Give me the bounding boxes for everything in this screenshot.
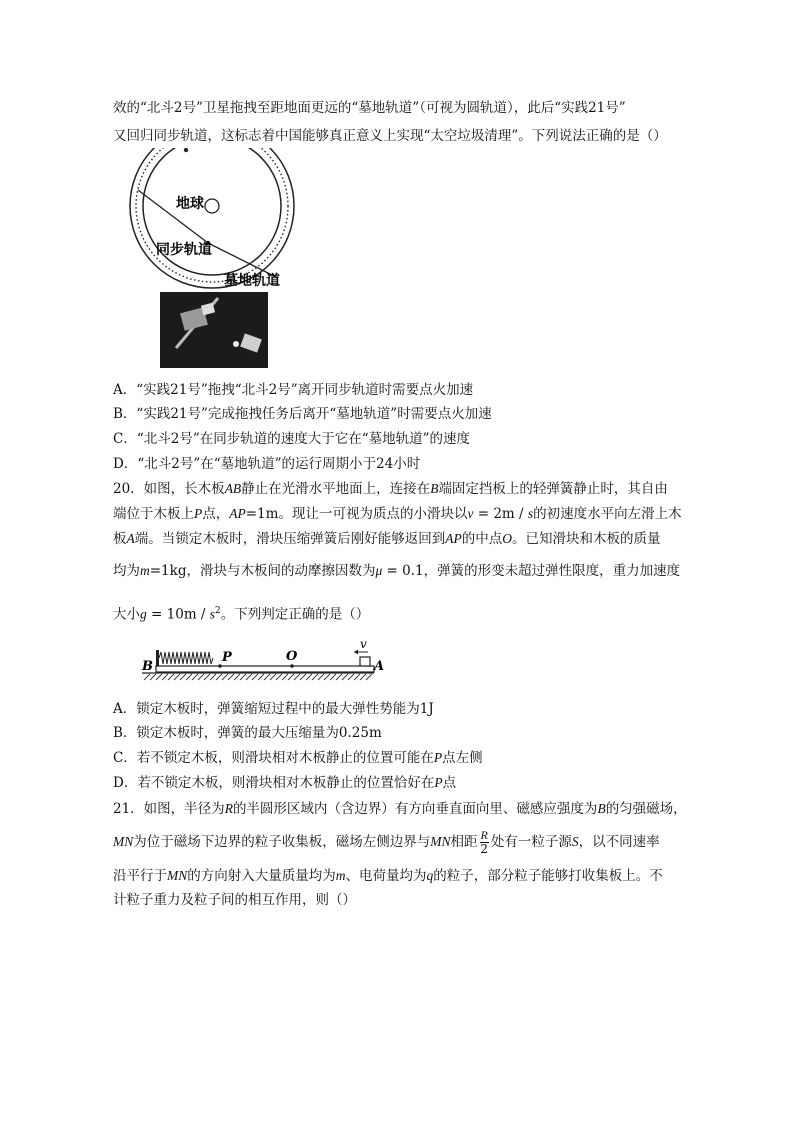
end-baffle: [156, 650, 159, 666]
q20-text-line2: 端位于木板上P点，AP=1m。现让一可视为质点的小滑块以v = 2m / s的初速度水平向左滑上木: [113, 506, 682, 522]
point-o-dot: [290, 664, 294, 668]
q20-text-line1: 20．如图，长木板AB静止在光滑水平地面上，连接在B端固定挡板上的轻弹簧静止时，其自由: [113, 481, 668, 497]
q20-option-b: B．锁定木板时，弹簧的最大压缩量为0.25m: [113, 725, 382, 741]
board-figure: [128, 636, 388, 688]
q19-text-line2: 又回归同步轨道，这标志着中国能够真正意义上实现“太空垃圾清理”。下列说法正确的是（）: [113, 128, 667, 144]
sync-orbit-label: 同步轨道: [156, 242, 212, 258]
q20-text-line4: 均为m=1kg，滑块与木板间的动摩擦因数为μ = 0.1，弹簧的形变未超过弹性限度，重力加速度: [113, 563, 681, 579]
orbit-figure: [118, 148, 300, 370]
slider-block: [360, 657, 370, 666]
q21-text-line1: 21．如图，半径为R的半圆形区域内（含边界）有方向垂直面向里、磁感应强度为B的匀强磁场，: [113, 801, 687, 817]
label-v: v: [360, 637, 367, 651]
q19-text-line1: 效的“北斗2号”卫星拖拽至距地面更远的“墓地轨道”（可视为圆轨道），此后“实践21号”: [113, 100, 626, 116]
q19-option-d: D．“北斗2号”在“墓地轨道”的运行周期小于24小时: [113, 456, 421, 472]
q20-option-d: D．若不锁定木板，则滑块相对木板静止的位置恰好在P点: [113, 775, 457, 791]
q20-option-a: A．锁定木板时，弹簧缩短过程中的最大弹性势能为1J: [113, 701, 434, 717]
spring: [159, 652, 213, 664]
label-b: B: [142, 659, 153, 674]
earth-label: 地球: [176, 196, 204, 212]
q21-text-line3: 沿平行于MN的方向射入大量质量均为m、电荷量均为q的粒子，部分粒子能够打收集板上。不: [113, 868, 663, 884]
grave-orbit-dotted: [136, 148, 288, 282]
long-board: [156, 666, 374, 672]
grave-orbit-label: 墓地轨道: [224, 273, 280, 289]
earth-circle: [205, 199, 219, 213]
q20-option-c: C．若不锁定木板，则滑块相对木板静止的位置可能在P点左侧: [113, 750, 483, 766]
q19-option-c: C．“北斗2号”在同步轨道的速度大于它在“墓地轨道”的速度: [113, 431, 471, 447]
ground-hatching: [144, 674, 372, 680]
label-p: P: [222, 650, 232, 665]
q21-text-line4: 计粒子重力及粒子间的相互作用，则（）: [113, 892, 356, 908]
q20-text-line3: 板A端。当锁定木板时，滑块压缩弹簧后刚好能够返回到AP的中点O。已知滑块和木板的质量: [113, 531, 661, 547]
q19-option-b: B．“实践21号”完成拖拽任务后离开“墓地轨道”时需要点火加速: [113, 406, 492, 422]
q21-text-line2: MN为位于磁场下边界的粒子收集板，磁场左侧边界与MN相距 $\frac{R}{2}$ 处有一粒子源S，以不同速率: [113, 828, 660, 856]
label-o: O: [286, 649, 298, 664]
fraction-r-over-2: $\frac{R}{2}$: [480, 828, 488, 856]
satellite-dot-top: [184, 148, 188, 152]
label-a: A: [374, 659, 385, 674]
q19-option-a: A．“实践21号”拖拽“北斗2号”离开同步轨道时需要点火加速: [113, 382, 474, 398]
q20-text-line5: 大小$g = 10m / s^2$。下列判定正确的是（）: [113, 606, 370, 623]
